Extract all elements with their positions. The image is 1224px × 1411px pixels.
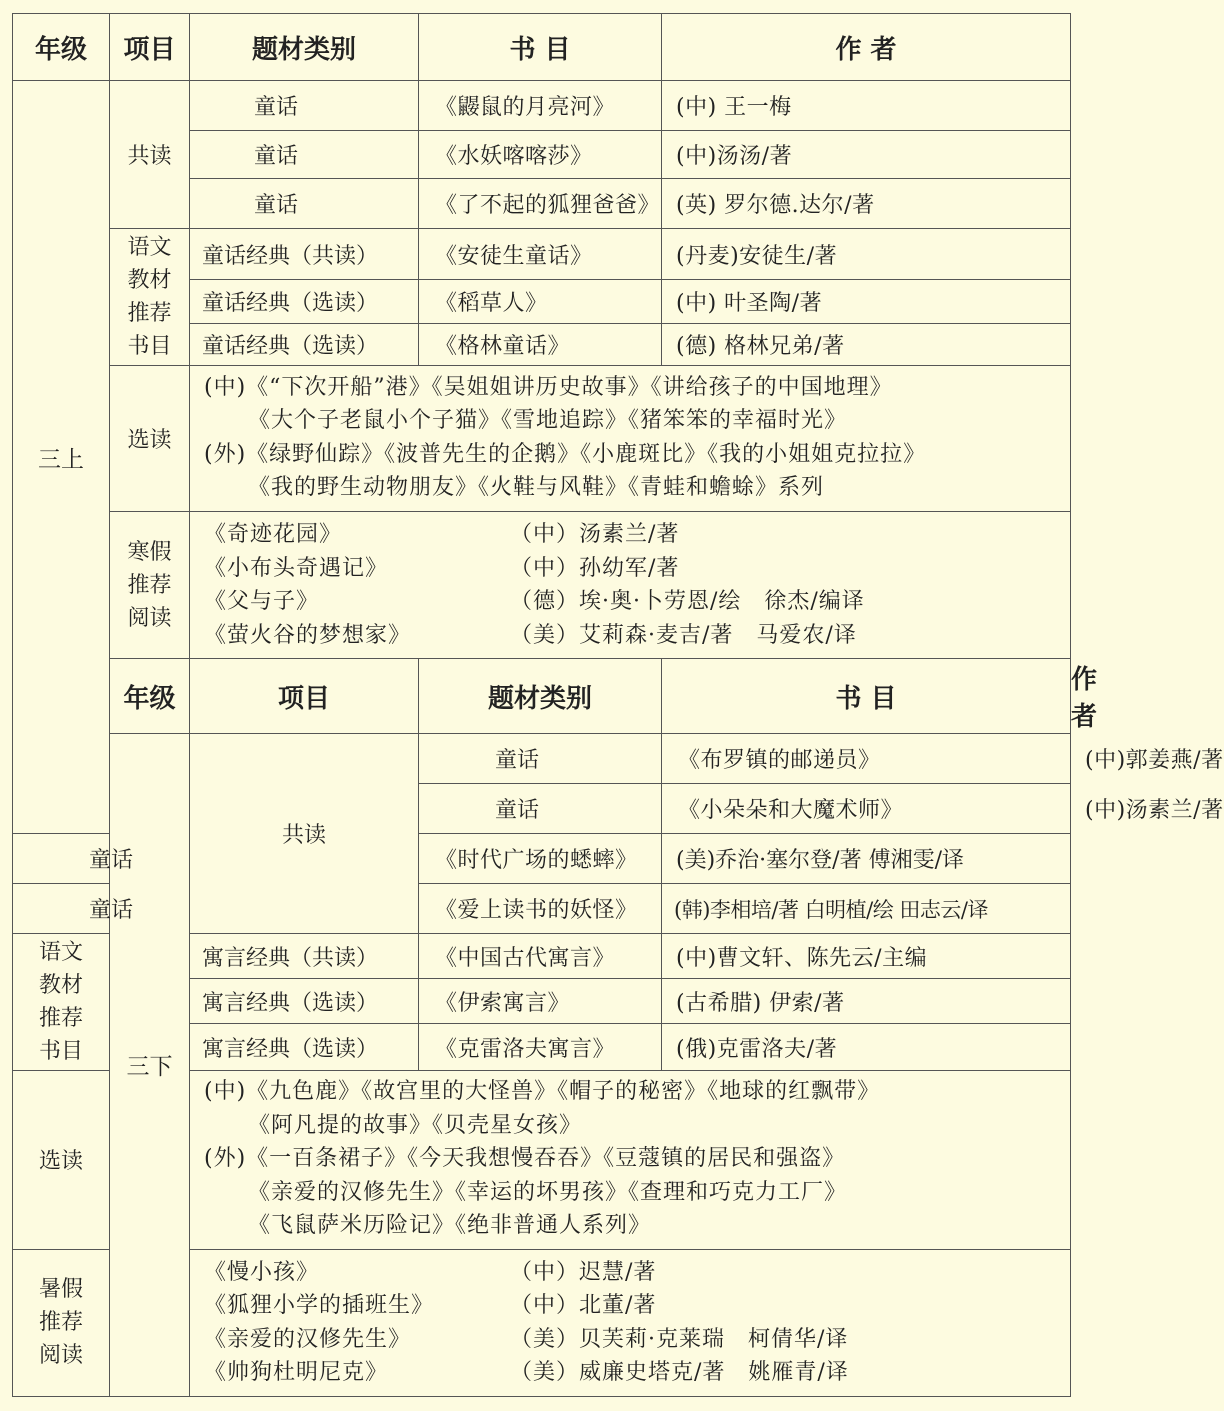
list-item <box>190 518 1070 552</box>
category-cell: 童话 <box>13 884 110 934</box>
optional-line: 《我的野生动物朋友》《火鞋与风鞋》《青蛙和蟾蜍》系列 <box>248 475 825 500</box>
category-cell: 童话 <box>419 734 662 784</box>
author-cell: (美)乔治·塞尔登/著 傅湘雯/译 <box>662 834 1071 884</box>
holiday-book: 《狐狸小学的插班生》 <box>204 1293 435 1318</box>
book-cell: 《水妖喀喀莎》 <box>419 131 662 179</box>
author-cell: (古希腊) 伊索/著 <box>662 979 1071 1024</box>
optional-line: (中)《九色鹿》《故宫里的大怪兽》《帽子的秘密》《地球的红飘带》 <box>204 1079 881 1104</box>
book-cell: 《鼹鼠的月亮河》 <box>419 81 662 131</box>
table-row <box>13 366 1071 512</box>
header-item: 项目 <box>110 14 190 81</box>
grade-cell-lower: 三下 <box>110 734 190 1397</box>
optional-line: (外)《一百条裙子》《今天我想慢吞吞》《豆蔻镇的居民和强盗》 <box>204 1146 846 1171</box>
holiday-book: 《萤火谷的梦想家》 <box>204 622 412 648</box>
author-cell: (英) 罗尔德.达尔/著 <box>662 179 1071 229</box>
category-cell: 童话经典（选读） <box>190 324 419 366</box>
author-cell: (丹麦)安徒生/著 <box>662 229 1071 280</box>
table-row <box>13 512 1071 659</box>
optional-list-lower <box>190 1071 1071 1250</box>
header-book: 书 目 <box>662 659 1071 734</box>
author-cell: (中) 王一梅 <box>662 81 1071 131</box>
optional-line: (中)《“下次开船”港》《吴姐姐讲历史故事》《讲给孩子的中国地理》 <box>204 374 893 400</box>
list-item <box>190 585 1070 619</box>
optional-list-upper <box>190 366 1071 512</box>
holiday-author: （美）威廉史塔克/著 姚雁青/译 <box>510 1360 849 1385</box>
grade-cell-upper: 三上 <box>13 81 110 834</box>
item-textbook-lower <box>13 934 110 1071</box>
holiday-list-lower <box>190 1249 1071 1396</box>
holiday-author: （中）孙幼军/著 <box>510 555 680 581</box>
holiday-author: （中）汤素兰/著 <box>510 522 680 547</box>
holiday-book: 《帅狗杜明尼克》 <box>204 1360 389 1385</box>
header-author: 作 者 <box>662 14 1071 81</box>
item-shared-lower: 共读 <box>190 734 419 934</box>
category-cell: 寓言经典（选读） <box>190 979 419 1024</box>
holiday-author: （德）埃·奥·卜劳恩/绘 徐杰/编译 <box>510 589 865 614</box>
holiday-author: （中）北董/著 <box>510 1293 657 1318</box>
book-cell: 《安徒生童话》 <box>419 229 662 280</box>
header-category: 题材类别 <box>419 659 662 734</box>
book-cell: 《中国古代寓言》 <box>419 934 662 979</box>
category-cell: 童话 <box>13 834 110 884</box>
holiday-author: （美）艾莉森·麦吉/著 马爱农/译 <box>510 622 857 648</box>
holiday-author: （美）贝芙莉·克莱瑞 柯倩华/译 <box>510 1326 849 1352</box>
table-row: 三下 共读 童话 《布罗镇的邮递员》 (中)郭姜燕/著 <box>13 734 1071 784</box>
book-cell: 《爱上读书的妖怪》 <box>419 884 662 934</box>
holiday-book: 《慢小孩》 <box>204 1259 320 1285</box>
list-item <box>190 1289 1070 1323</box>
header-category: 题材类别 <box>190 14 419 81</box>
header-item: 项目 <box>190 659 419 734</box>
reading-list-table <box>12 13 1224 1397</box>
optional-line: 《亲爱的汉修先生》《幸运的坏男孩》《查理和巧克力工厂》 <box>248 1179 848 1205</box>
holiday-label: 寒假推荐阅读 <box>127 539 172 631</box>
category-cell: 童话经典（选读） <box>190 280 419 324</box>
book-cell: 《格林童话》 <box>419 324 662 366</box>
item-shared-upper: 共读 <box>110 81 190 229</box>
category-cell: 童话 <box>190 179 419 229</box>
author-cell: (中) 叶圣陶/著 <box>662 280 1071 324</box>
category-cell: 寓言经典（选读） <box>190 1024 419 1071</box>
list-item <box>190 619 1070 653</box>
list-item <box>190 1323 1070 1357</box>
author-cell: (韩)李相培/著 白明植/绘 田志云/译 <box>662 884 1071 934</box>
category-cell: 童话 <box>190 131 419 179</box>
category-cell: 童话经典（共读） <box>190 229 419 280</box>
list-item <box>190 1256 1070 1290</box>
category-cell: 童话 <box>419 784 662 834</box>
holiday-list-upper <box>190 512 1071 659</box>
holiday-label: 暑假推荐阅读 <box>38 1277 83 1368</box>
book-cell: 《时代广场的蟋蟀》 <box>419 834 662 884</box>
item-optional-lower: 选读 <box>13 1071 110 1250</box>
book-cell: 《伊索寓言》 <box>419 979 662 1024</box>
optional-line: 《阿凡提的故事》《贝壳星女孩》 <box>248 1112 583 1138</box>
author-cell: (中)汤汤/著 <box>662 131 1071 179</box>
book-cell: 《小朵朵和大魔术师》 <box>662 784 1071 834</box>
table-row <box>13 81 1071 131</box>
textbook-label: 语文教材推荐书目 <box>38 940 83 1064</box>
book-cell: 《了不起的狐狸爸爸》 <box>419 179 662 229</box>
item-holiday-upper <box>110 512 190 659</box>
category-cell: 童话 <box>190 81 419 131</box>
header-book: 书 目 <box>419 14 662 81</box>
item-holiday-lower <box>13 1249 110 1396</box>
author-cell: (德) 格林兄弟/著 <box>662 324 1071 366</box>
holiday-book: 《父与子》 <box>204 589 320 614</box>
optional-line: (外)《绿野仙踪》《波普先生的企鹅》《小鹿斑比》《我的小姐姐克拉拉》 <box>204 441 927 467</box>
book-cell: 《稻草人》 <box>419 280 662 324</box>
holiday-book: 《亲爱的汉修先生》 <box>204 1326 412 1352</box>
author-cell: (中)曹文轩、陈先云/主编 <box>662 934 1071 979</box>
list-item <box>190 1356 1070 1390</box>
category-cell: 寓言经典（共读） <box>190 934 419 979</box>
header-row-upper <box>13 14 1071 81</box>
header-row-lower: 年级 项目 题材类别 书 目 作 者 <box>13 659 1071 734</box>
author-cell: (俄)克雷洛夫/著 <box>662 1024 1071 1071</box>
book-cell: 《克雷洛夫寓言》 <box>419 1024 662 1071</box>
item-optional-upper: 选读 <box>110 366 190 512</box>
optional-line: 《大个子老鼠小个子猫》《雪地追踪》《猪笨笨的幸福时光》 <box>248 408 848 433</box>
table-row: 童话 《小朵朵和大魔术师》 (中)汤素兰/著 <box>13 784 1071 834</box>
holiday-book: 《小布头奇遇记》 <box>204 555 389 581</box>
header-grade: 年级 <box>110 659 190 734</box>
holiday-author: （中）迟慧/著 <box>510 1259 657 1285</box>
list-item <box>190 552 1070 586</box>
textbook-label: 语文教材推荐书目 <box>127 235 172 359</box>
holiday-book: 《奇迹花园》 <box>204 522 343 547</box>
book-cell: 《布罗镇的邮递员》 <box>662 734 1071 784</box>
header-grade: 年级 <box>13 14 110 81</box>
optional-line: 《飞鼠萨米历险记》《绝非普通人系列》 <box>248 1213 652 1238</box>
reading-list-sheet <box>12 13 1224 1397</box>
table-row <box>13 229 1071 280</box>
item-textbook-upper <box>110 229 190 366</box>
